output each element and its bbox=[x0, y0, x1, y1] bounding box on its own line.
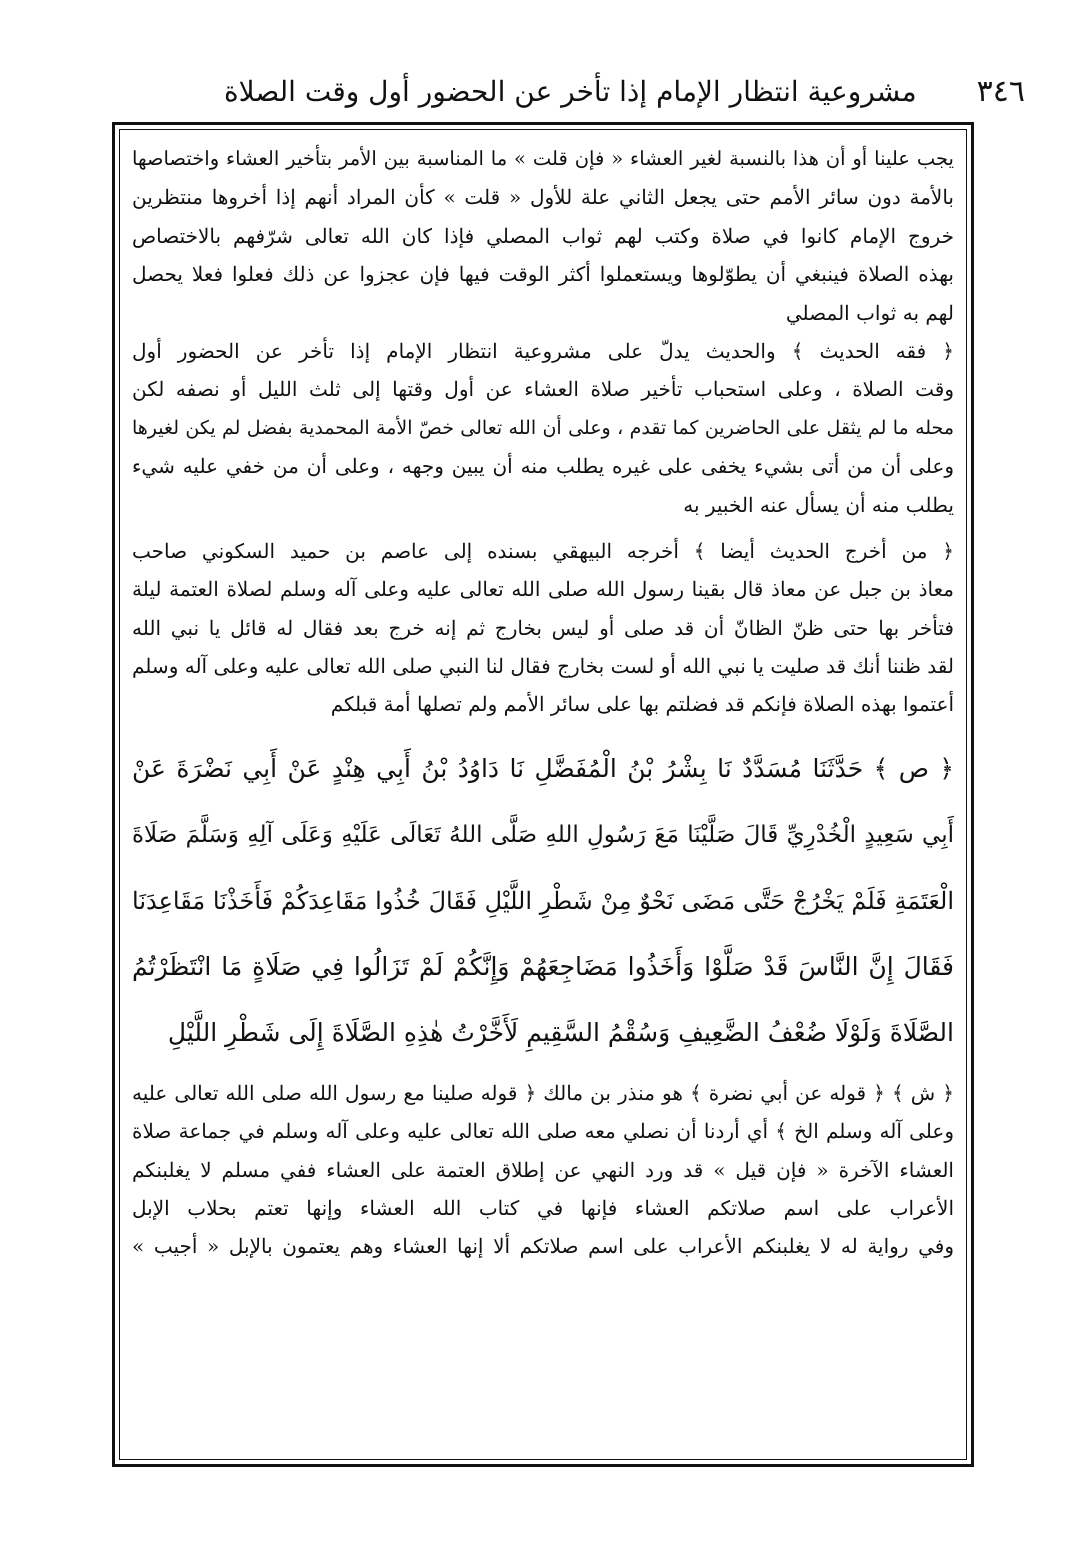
text-line: الأعراب على اسم صلاتكم العشاء فإنها في كتاب الله العشاء وإنها تعتم بحلاب الإبل bbox=[132, 1196, 954, 1221]
text-line: محله ما لم يثقل على الحاضرين كما تقدم ، وعلى أن الله تعالى خصّ الأمة المحمدية بفضل لم يكن لغيرها bbox=[132, 416, 954, 439]
text-line: لهم به ثواب المصلي bbox=[785, 300, 954, 325]
text-line: وعلى أن من أتى بشيء يخفى على غيره يطلب منه أن يبين وجهه ، وعلى أن من خفي عليه شيء bbox=[132, 454, 954, 479]
paragraph-commentary-1 bbox=[132, 140, 954, 332]
hadith-line: الصَّلَاةَ وَلَوْلَا ضُعْفُ الضَّعِيفِ وَسُقْمُ السَّقِيمِ لَأَخَّرْتُ هٰذِهِ الصَّلَاةَ إِلَى شَطْرِ اللَّيْلِ bbox=[167, 1017, 954, 1047]
text-line: بهذه الصلاة فينبغي أن يطوّلوها ويستعملوا أكثر الوقت فيها فإن عجزوا عن ذلك فعلوا فعلا يحصل bbox=[132, 262, 954, 287]
hadith-line: ﴿ ص ﴾ حَدَّثَنَا مُسَدَّدٌ نَا بِشْرُ بْنُ الْمُفَضَّلِ نَا دَاوُدُ بْنُ أَبِي هِنْدٍ عَنْ أَبِي نَضْرَةَ عَنْ bbox=[132, 753, 954, 783]
text-line: يطلب منه أن يسأل عنه الخبير به bbox=[683, 492, 954, 517]
hadith-line: أَبِي سَعِيدٍ الْخُدْرِيِّ قَالَ صَلَّيْنَا مَعَ رَسُولِ اللهِ صَلَّى اللهُ تَعَالَى عَلَيْهِ وَعَلَى آلِهِ وَسَلَّمَ صَلَاةَ bbox=[132, 821, 954, 848]
text-line: ﴿ من أخرج الحديث أيضا ﴾ أخرجه البيهقي بسنده إلى عاصم بن حميد السكوني صاحب bbox=[132, 538, 954, 563]
page-number: ٣٤٦ bbox=[976, 73, 1025, 109]
text-line: يجب علينا أو أن هذا بالنسبة لغير العشاء « فإن قلت » ما المناسبة بين الأمر بتأخير العشاء واختصاصها bbox=[132, 147, 954, 170]
text-line: خروج الإمام كانوا في صلاة وكتب لهم ثواب المصلي فإذا كان الله تعالى شرّفهم بالاختصاص bbox=[132, 223, 954, 248]
hadith-text bbox=[132, 736, 954, 1066]
text-line: العشاء الآخرة « فإن قيل » قد ورد النهي عن إطلاق العتمة على العشاء ففي مسلم لا يغلبنكم bbox=[132, 1157, 954, 1182]
text-line: لقد ظننا أنك قد صليت يا نبي الله أو لست بخارج فقال لنا النبي صلى الله تعالى عليه وعلى آله وسلم bbox=[132, 654, 954, 679]
page-body bbox=[132, 140, 954, 1266]
text-line: ﴿ فقه الحديث ﴾ والحديث يدلّ على مشروعية انتظار الإمام إذا تأخر عن الحضور أول bbox=[132, 338, 954, 363]
paragraph-takhrij bbox=[132, 532, 954, 724]
text-line: وفي رواية له لا يغلبنكم الأعراب على اسم صلاتكم ألا إنها العشاء وهم يعتمون بالإبل « أجيب » bbox=[132, 1234, 954, 1259]
text-line: أعتموا بهذه الصلاة فإنكم قد فضلتم بها على سائر الأمم ولم تصلها أمة قبلكم bbox=[330, 692, 954, 717]
running-header bbox=[180, 68, 1025, 114]
paragraph-fiqh bbox=[132, 332, 954, 524]
text-line: معاذ بن جبل عن معاذ قال بقينا رسول الله صلى الله تعالى عليه وعلى آله وسلم لصلاة العتمة ليلة bbox=[132, 577, 954, 602]
paragraph-sharh bbox=[132, 1074, 954, 1266]
text-line: وقت الصلاة ، وعلى استحباب تأخير صلاة العشاء عن أول وقتها إلى ثلث الليل أو نصفه لكن bbox=[132, 377, 954, 402]
running-title: مشروعية انتظار الإمام إذا تأخر عن الحضور أول وقت الصلاة bbox=[223, 74, 917, 108]
text-line: فتأخر بها حتى ظنّ الظانّ أن قد صلى أو ليس بخارج ثم إنه خرج بعد فقال له قائل يا نبي الله bbox=[132, 615, 954, 640]
hadith-line: فَقَالَ إِنَّ النَّاسَ قَدْ صَلَّوْا وَأَخَذُوا مَضَاجِعَهُمْ وَإِنَّكُمْ لَمْ تَزَالُوا فِي صَلَاةٍ مَا انْتَظَرْتُمُ bbox=[132, 951, 954, 981]
hadith-line: الْعَتَمَةِ فَلَمْ يَخْرُجْ حَتَّى مَضَى نَحْوٌ مِنْ شَطْرِ اللَّيْلِ فَقَالَ خُذُوا مَقَاعِدَكُمْ فَأَخَذْنَا مَقَاعِدَنَا bbox=[132, 886, 954, 915]
text-line: وعلى آله وسلم الخ ﴾ أي أردنا أن نصلي معه صلى الله تعالى عليه وعلى آله وسلم في جماعة صلاة bbox=[132, 1119, 954, 1144]
text-line: بالأمة دون سائر الأمم حتى يجعل الثاني علة للأول « قلت » كأن المراد أنهم إذا أخروها منتظرين bbox=[132, 185, 954, 210]
text-line: ﴿ ش ﴾ ﴿ قوله عن أبي نضرة ﴾ هو منذر بن مالك ﴿ قوله صلينا مع رسول الله صلى الله تعالى عليه bbox=[132, 1080, 954, 1105]
